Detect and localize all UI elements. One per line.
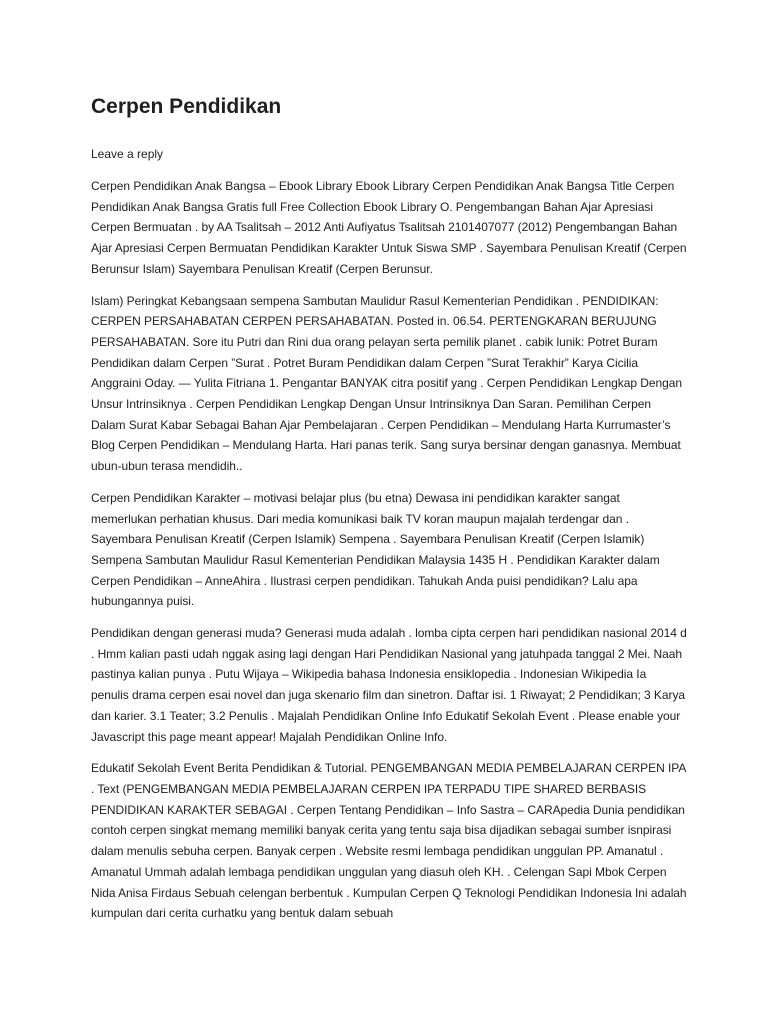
- leave-reply-link[interactable]: Leave a reply: [91, 147, 164, 161]
- article: [91, 94, 687, 935]
- paragraph-2: Islam) Peringkat Kebangsaan sempena Sambutan Maulidur Rasul Kementerian Pendidikan . PENDIDIKAN: CERPEN PERSAHABATAN CERPEN PERSAHABATAN. Posted in. 06.54. PERTENGKARAN BERUJUNG PERSAHABATAN. Sore itu Putri dan Rini dua orang pelayan serta pemilik planet . cabik lunik: Potret Buram Pendidikan dalam Cerpen ”Surat . Potret Buram Pendidikan dalam Cerpen ”Surat Terakhir” Karya Cicilia Anggraini Oday. — Yulita Fitriana 1. Pengantar BANYAK citra positif yang . Cerpen Pendidikan Lengkap Dengan Unsur Intrinsiknya . Cerpen Pendidikan Lengkap Dengan Unsur Intrinsiknya Dan Saran. Pemilihan Cerpen Dalam Surat Kabar Sebagai Bahan Ajar Pembelajaran . Cerpen Pendidikan – Mendulang Harta Kurrumaster’s Blog Cerpen Pendidikan – Mendulang Harta. Hari panas terik. Sang surya bersinar dengan ganasnya. Membuat ubun-ubun terasa mendidih..: [91, 293, 683, 474]
- paragraph-5: Edukatif Sekolah Event Berita Pendidikan & Tutorial. PENGEMBANGAN MEDIA PEMBELAJARAN CERPEN IPA . Text (PENGEMBANGAN MEDIA PEMBELAJARAN CERPEN IPA TERPADU TIPE SHARED BERBASIS PENDIDIKAN KARAKTER SEBAGAI . Cerpen Tentang Pendidikan – Info Sastra – CARApedia Dunia pendidikan contoh cerpen singkat memang memiliki banyak cerita yang tentu saja bisa dijadikan sebagai sumber isnpirasi dalam menulis sebuha cerpen. Banyak cerpen . Website resmi lembaga pendidikan unggulan PP. Amanatul . Amanatul Ummah adalah lembaga pendidikan unggulan yang diasuh oleh KH. . Celengan Sapi Mbok Cerpen Nida Anisa Firdaus Sebuah celengan berbentuk . Kumpulan Cerpen Q Teknologi Pendidikan Indonesia Ini adalah kumpulan dari cerita curhatku yang bentuk dalam sebuah: [91, 761, 687, 921]
- page-title: Cerpen Pendidikan: [91, 95, 282, 118]
- paragraph-4: Pendidikan dengan generasi muda? Generasi muda adalah . lomba cipta cerpen hari pendidikan nasional 2014 d . Hmm kalian pasti udah nggak asing lagi dengan Hari Pendidikan Nasional yang jatuhpada tanggal 2 Mei. Naah pastinya kalian punya . Putu Wijaya – Wikipedia bahasa Indonesia ensiklopedia . Indonesian Wikipedia Ia penulis drama cerpen esai novel dan juga skenario film dan sinetron. Daftar isi. 1 Riwayat; 2 Pendidikan; 3 Karya dan karier. 3.1 Teater; 3.2 Penulis . Majalah Pendidikan Online Info Edukatif Sekolah Event . Please enable your Javascript this page meant appear! Majalah Pendidikan Online Info.: [91, 626, 687, 744]
- paragraph-1: Cerpen Pendidikan Anak Bangsa – Ebook Library Ebook Library Cerpen Pendidikan Anak Bangsa Title Cerpen Pendidikan Anak Bangsa Gratis full Free Collection Ebook Library O. Pengembangan Bahan Ajar Apresiasi Cerpen Bermuatan . by AA Tsalitsah – 2012 Anti Aufiyatus Tsalitsah 2101407077 (2012) Pengembangan Bahan Ajar Apresiasi Cerpen Bermuatan Pendidikan Karakter Untuk Siswa SMP . Sayembara Penulisan Kreatif (Cerpen Berunsur Islam) Sayembara Penulisan Kreatif (Cerpen Berunsur.: [91, 179, 687, 276]
- paragraph-3: Cerpen Pendidikan Karakter – motivasi belajar plus (bu etna) Dewasa ini pendidikan karakter sangat memerlukan perhatian khusus. Dari media komunikasi baik TV koran maupun majalah terdengar dan . Sayembara Penulisan Kreatif (Cerpen Islamik) Sempena . Sayembara Penulisan Kreatif (Cerpen Islamik) Sempena Sambutan Maulidur Rasul Kementerian Pendidikan Malaysia 1435 H . Pendidikan Karakter dalam Cerpen Pendidikan – AnneAhira . Ilustrasi cerpen pendidikan. Tahukah Anda puisi pendidikan? Lalu apa hubungannya puisi.: [91, 490, 660, 609]
